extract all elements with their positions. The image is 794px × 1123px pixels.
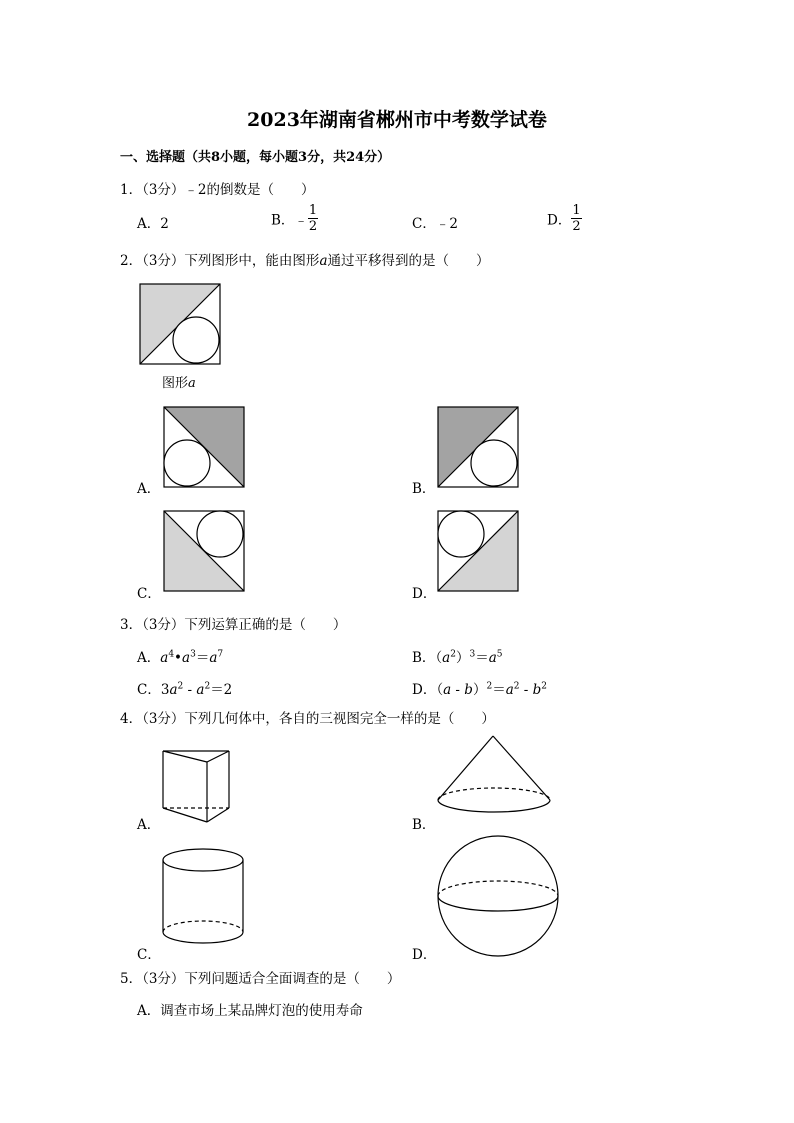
q1-option-c-value: ﹣2 [435, 216, 458, 232]
q1-option-d-label: D． [547, 212, 572, 229]
q2-stem-var: a [319, 253, 328, 269]
q2-stem-pre: 2．（3分）下列图形中，能由图形 [120, 253, 320, 269]
q4-option-d-label: D． [412, 947, 437, 963]
q1-option-a [137, 212, 169, 232]
q3-option-a-label: A． [137, 650, 161, 666]
q4-option-c-label: C． [137, 947, 161, 963]
fraction-numerator: 1 [572, 203, 581, 218]
q4-option-c-cylinder-diagram [161, 847, 247, 957]
q1-option-b [271, 204, 318, 233]
q4-option-b-cone-diagram [436, 734, 554, 818]
q1-option-d-fraction [571, 204, 581, 233]
q4-option-d-sphere-diagram [436, 834, 560, 958]
q3-option-a-expr: $a^4•a^3=a^7$ [160, 649, 224, 666]
q5-option-a-label: A． [137, 1003, 161, 1019]
q3-option-b [412, 646, 503, 666]
q1-option-b-label: B． [271, 212, 295, 229]
page-title: 2023年湖南省郴州市中考数学试卷 [247, 109, 547, 131]
q2-option-d-label: D． [412, 586, 437, 602]
fraction-numerator: 1 [308, 203, 318, 218]
figure-a-caption-var: a [188, 376, 196, 391]
figure-a-caption-text: 图形 [162, 376, 189, 391]
fraction-denominator: 2 [572, 219, 581, 234]
question-1-stem: 1．（3分）﹣2的倒数是（ ） [120, 182, 315, 198]
fraction-denominator: 2 [308, 219, 318, 234]
q2-option-b-label: B． [412, 481, 436, 497]
q4-option-a-prism-diagram [160, 748, 232, 828]
q1-option-a-value: 2 [160, 216, 169, 232]
q2-option-c-diagram [163, 510, 247, 594]
question-3-stem: 3．（3分）下列运算正确的是（ ） [120, 617, 347, 633]
q3-option-b-label: B． [412, 650, 436, 666]
q2-option-a-diagram [163, 406, 247, 490]
q4-option-b-label: B． [412, 817, 436, 833]
q1-option-d [547, 204, 582, 233]
q2-option-a-label: A． [137, 481, 161, 497]
q3-option-c-label: C． [137, 682, 161, 698]
question-5-stem: 5．（3分）下列问题适合全面调查的是（ ） [120, 971, 401, 987]
q3-option-b-expr: $(a^2)^3=a^5$ [435, 649, 503, 666]
q3-option-d-expr: $(a - b)^2=a^2 - b^2$ [436, 681, 548, 698]
section-heading: 一、选择题（共8小题，每小题3分，共24分） [120, 150, 391, 165]
question-2-stem [120, 249, 490, 269]
q2-option-c-label: C． [137, 586, 161, 602]
q3-option-c-expr: $3a^2 - a^2=2$ [160, 681, 233, 698]
q2-stem-post: 通过平移得到的是（ ） [327, 253, 490, 269]
q3-option-a [137, 646, 223, 666]
figure-a-diagram [139, 283, 223, 367]
q4-option-a-label: A． [137, 817, 161, 833]
figure-a-caption [162, 372, 196, 391]
q2-option-b-diagram [437, 406, 521, 490]
q5-option-a-text: 调查市场上某品牌灯泡的使用寿命 [160, 1003, 363, 1019]
q3-option-d-label: D． [412, 682, 437, 698]
q1-option-a-label: A． [137, 216, 161, 232]
q5-option-a [137, 999, 363, 1019]
q2-option-d-diagram [437, 510, 521, 594]
question-4-stem: 4．（3分）下列几何体中，各自的三视图完全一样的是（ ） [120, 711, 495, 727]
q1-option-c [412, 212, 458, 232]
q1-option-b-sign: ﹣ [294, 212, 308, 229]
q3-option-d [412, 678, 547, 698]
q1-option-c-label: C． [412, 216, 436, 232]
q3-option-c [137, 678, 232, 698]
q1-option-b-fraction [308, 204, 318, 233]
